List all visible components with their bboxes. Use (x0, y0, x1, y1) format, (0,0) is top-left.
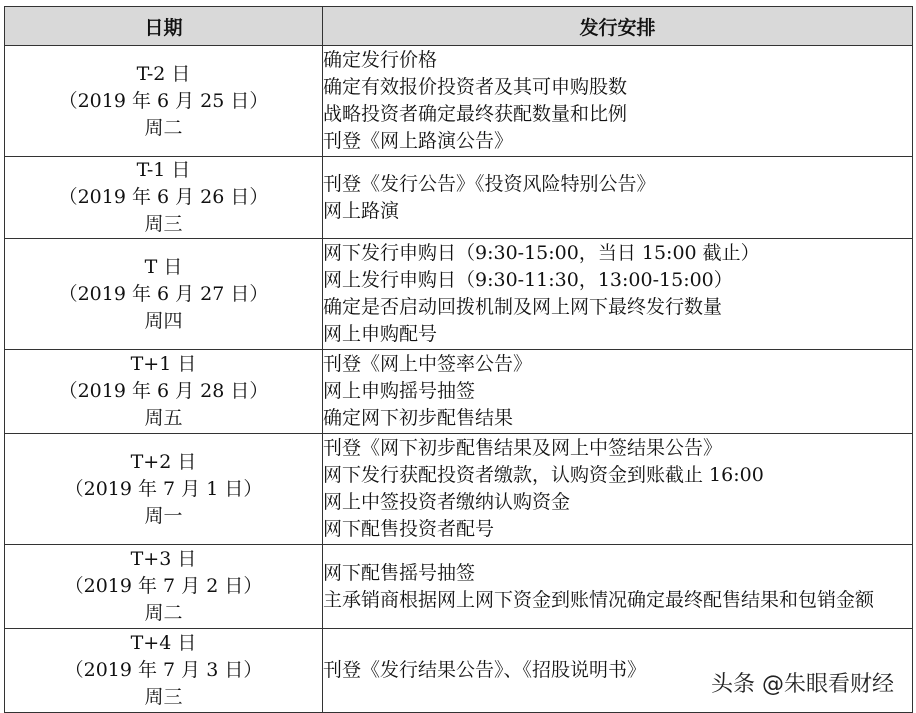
issuance-schedule-table (4, 6, 913, 713)
table-row (5, 350, 913, 434)
arrangement-cell (323, 434, 913, 545)
arrangement-item: 确定网下初步配售结果 (323, 407, 514, 429)
arrangement-item: 网下发行申购日（9:30-15:00，当日 15:00 截止） (323, 242, 760, 264)
arrangement-cell (323, 545, 913, 629)
date-cell (5, 157, 323, 239)
weekday: 周四 (144, 309, 183, 332)
arrangement-cell (323, 239, 913, 350)
date-column-header: 日期 (5, 7, 323, 46)
trading-day: T 日 (144, 255, 183, 278)
arrangement-cell (323, 350, 913, 434)
table-row (5, 157, 913, 239)
trading-day: T+3 日 (130, 548, 197, 570)
trading-day: T-1 日 (136, 159, 191, 181)
date-cell (5, 629, 323, 713)
arrangement-item: 网上路演 (323, 199, 400, 222)
weekday: 周五 (144, 407, 183, 429)
trading-day: T+2 日 (130, 450, 197, 473)
trading-day: T+4 日 (130, 632, 197, 654)
arrangement-item: 确定发行价格 (323, 49, 438, 71)
calendar-date: （2019 年 6 月 26 日） (58, 186, 269, 208)
arrangement-item: 确定有效报价投资者及其可申购股数 (323, 76, 628, 98)
arrangement-item: 网上申购摇号抽签 (323, 380, 476, 402)
trading-day: T+1 日 (130, 353, 197, 375)
arrangement-item: 网下配售投资者配号 (323, 518, 495, 540)
table-row (5, 46, 913, 157)
header-row (5, 7, 913, 46)
watermark: 头条 @朱眼看财经 (711, 672, 894, 697)
arrangement-item: 网下配售摇号抽签 (323, 561, 476, 584)
weekday: 周二 (144, 602, 183, 624)
calendar-date: （2019 年 6 月 27 日） (58, 282, 269, 305)
arrangement-item: 刊登《网上路演公告》 (323, 130, 514, 152)
table-row (5, 545, 913, 629)
arrangement-cell (323, 157, 913, 239)
arrangement-item: 刊登《网下初步配售结果及网上中签结果公告》 (323, 437, 723, 459)
arrangement-item: 网上申购配号 (323, 323, 438, 345)
table-row (5, 239, 913, 350)
arrangement-item: 刊登《发行结果公告》、《招股说明书》 (323, 659, 647, 681)
arrangement-item: 确定是否启动回拨机制及网上网下最终发行数量 (323, 296, 723, 318)
date-cell (5, 239, 323, 350)
arrangement-cell (323, 46, 913, 157)
arrangement-item: 刊登《网上中签率公告》 (323, 353, 533, 375)
arrangement-item: 网上发行申购日（9:30-11:30，13:00-15:00） (323, 269, 733, 291)
arrangement-item: 网下发行获配投资者缴款，认购资金到账截止 16:00 (323, 464, 764, 486)
calendar-date: （2019 年 6 月 25 日） (58, 89, 269, 112)
calendar-date: （2019 年 7 月 2 日） (64, 575, 263, 597)
calendar-date: （2019 年 7 月 1 日） (64, 477, 263, 500)
weekday: 周一 (144, 504, 183, 527)
arrangement-column-header: 发行安排 (323, 7, 913, 46)
date-cell (5, 434, 323, 545)
calendar-date: （2019 年 7 月 3 日） (64, 659, 263, 681)
date-cell (5, 46, 323, 157)
date-cell (5, 350, 323, 434)
weekday: 周三 (144, 213, 183, 235)
arrangement-item: 战略投资者确定最终获配数量和比例 (323, 103, 628, 125)
arrangement-item: 网上中签投资者缴纳认购资金 (323, 491, 571, 513)
weekday: 周二 (144, 116, 183, 139)
table-row (5, 434, 913, 545)
weekday: 周三 (144, 686, 183, 708)
trading-day: T-2 日 (136, 62, 191, 85)
date-cell (5, 545, 323, 629)
calendar-date: （2019 年 6 月 28 日） (58, 380, 269, 402)
arrangement-item: 刊登《发行公告》《投资风险特别公告》 (323, 172, 656, 195)
arrangement-item: 主承销商根据网上网下资金到账情况确定最终配售结果和包销金额 (323, 588, 875, 611)
